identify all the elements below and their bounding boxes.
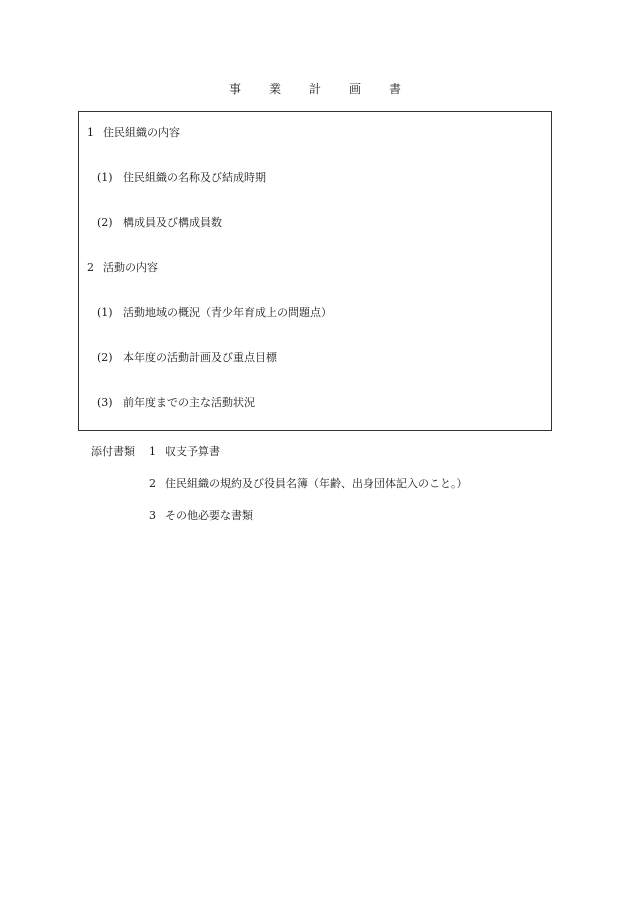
attachment-line-3 [149,509,253,523]
attachment-number: 2 [149,477,156,490]
page-title [0,80,630,97]
item-label: 構成員及び構成員数 [123,216,222,229]
attachment-line-2 [149,477,468,491]
section-heading-2 [87,261,158,275]
section-heading-1 [87,126,180,140]
section-item [97,216,222,230]
page-title-char: 計 [308,82,321,96]
section-item [97,351,277,365]
plan-content-box [78,111,552,431]
item-number: (3) [97,396,113,409]
item-label: 本年度の活動計画及び重点目標 [123,351,277,364]
page-title-char: 業 [268,82,281,96]
section-item [97,396,255,410]
page-title-char: 画 [349,82,362,96]
item-label: 住民組織の名称及び結成時期 [123,171,266,184]
page-title-char: 事 [228,82,241,96]
item-number: (1) [97,306,113,319]
section-label: 活動の内容 [103,261,158,274]
section-item [97,306,332,320]
section-label: 住民組織の内容 [103,126,180,139]
section-number: 2 [87,261,94,274]
item-number: (2) [97,216,113,229]
item-number: (2) [97,351,113,364]
item-number: (1) [97,171,113,184]
section-number: 1 [87,126,94,139]
attachment-line-1 [91,445,220,459]
attachment-label: 収支予算書 [165,445,220,458]
attachments-label: 添付書類 [91,445,135,458]
attachment-number: 1 [149,445,156,458]
section-item [97,171,266,185]
item-label: 前年度までの主な活動状況 [123,396,255,409]
attachment-label: 住民組織の規約及び役員名簿（年齢、出身団体記入のこと。） [165,477,468,490]
page-title-char: 書 [389,82,402,96]
attachment-label: その他必要な書類 [165,509,253,522]
attachment-number: 3 [149,509,156,522]
item-label: 活動地域の概況（青少年育成上の問題点） [123,306,332,319]
